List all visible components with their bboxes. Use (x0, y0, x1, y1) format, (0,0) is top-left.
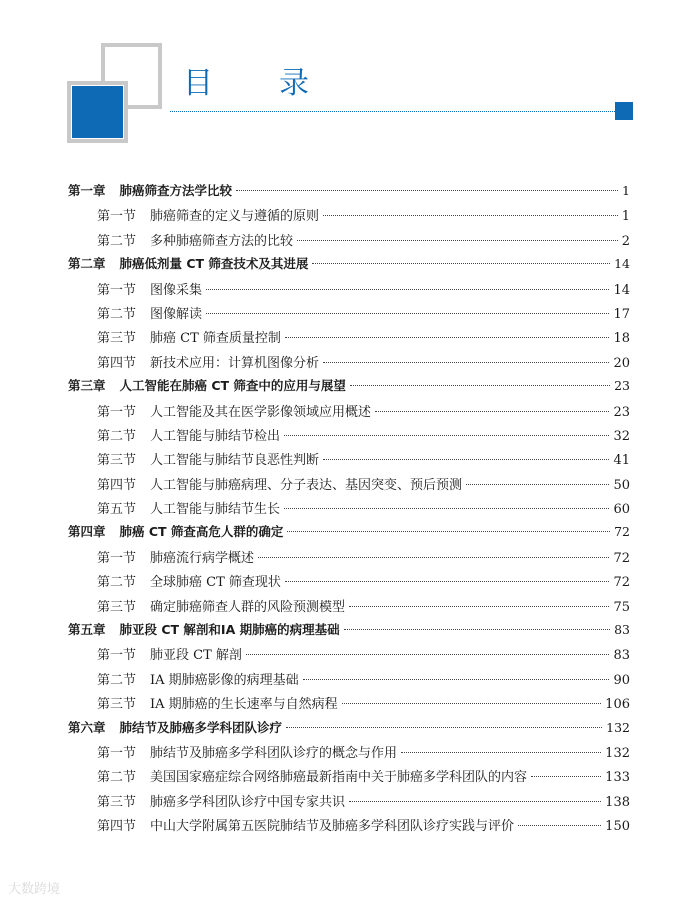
page-title: 目 录 (183, 66, 311, 101)
toc-entry-page-number: 138 (605, 794, 630, 810)
toc-entry-page-number: 20 (613, 355, 630, 371)
dot-leader (375, 411, 609, 412)
toc-entry-title: ⅠA 期肺癌的生长速率与自然病程 (150, 697, 338, 713)
title-rule-end-square (615, 102, 633, 120)
toc-section-entry[interactable] (68, 693, 630, 717)
dot-leader (323, 362, 609, 363)
dot-leader (284, 435, 609, 436)
toc-entry-number: 第一章 (68, 183, 106, 198)
toc-entry-title: 肺结节及肺癌多学科团队诊疗的概念与作用 (150, 745, 398, 761)
toc-entry-page-number: 1 (621, 209, 630, 225)
toc-chapter-entry[interactable] (68, 522, 630, 546)
decorative-blue-square (72, 86, 123, 138)
toc-entry-number: 第四节 (97, 355, 137, 371)
toc-entry-page-number: 72 (613, 575, 630, 591)
toc-entry-title: 人工智能与肺结节检出 (150, 428, 281, 444)
toc-entry-number: 第五章 (68, 622, 106, 638)
toc-entry-number: 第三章 (68, 378, 106, 394)
toc-entry-page-number: 72 (613, 550, 630, 566)
toc-entry-page-number: 1 (622, 183, 630, 198)
dot-leader (323, 215, 618, 216)
toc-section-entry[interactable] (68, 279, 630, 303)
toc-entry-title: 肺癌多学科团队诊疗中国专家共识 (150, 794, 346, 810)
dot-leader (258, 557, 609, 558)
toc-section-entry[interactable] (68, 425, 630, 449)
toc-entry-page-number: 50 (613, 477, 630, 493)
watermark: 大数跨境 (8, 882, 61, 897)
toc-entry-page-number: 60 (613, 502, 630, 518)
toc-entry-title: 美国国家癌症综合网络肺癌最新指南中关于肺癌多学科团队的内容 (150, 770, 528, 786)
toc-chapter-entry[interactable] (68, 718, 630, 742)
toc-entry-title: ⅠA 期肺癌影像的病理基础 (150, 672, 299, 688)
toc-entry-number: 第五节 (97, 502, 137, 518)
toc-section-entry[interactable] (68, 742, 630, 766)
toc-entry-number: 第二节 (97, 770, 137, 786)
toc-entry-number: 第三节 (97, 697, 137, 713)
toc-entry-page-number: 18 (613, 331, 630, 347)
toc-section-entry[interactable] (68, 401, 630, 425)
toc-entry-page-number: 23 (613, 404, 630, 420)
toc-entry-title: 人工智能与肺癌病理、分子表达、基因突变、预后预测 (150, 477, 463, 493)
toc-chapter-entry[interactable] (68, 620, 630, 644)
toc-entry-title: 肺亚段 CT 解剖和ⅠA 期肺癌的病理基础 (119, 622, 340, 638)
toc-entry-page-number: 75 (613, 599, 630, 615)
toc-entry-number: 第一节 (97, 745, 137, 761)
toc-section-entry[interactable] (68, 498, 630, 522)
dot-leader (312, 263, 610, 264)
toc-entry-page-number: 14 (613, 282, 630, 298)
toc-chapter-entry[interactable] (68, 181, 630, 205)
toc-entry-number: 第二节 (97, 428, 137, 444)
toc-section-entry[interactable] (68, 230, 630, 254)
toc-entry-number: 第二节 (97, 233, 137, 249)
toc-chapter-entry[interactable] (68, 254, 630, 278)
dot-leader (285, 581, 610, 582)
toc-entry-page-number: 41 (613, 453, 630, 469)
toc-entry-number: 第一节 (97, 404, 137, 420)
toc-entry-number: 第三节 (97, 794, 137, 810)
dot-leader (323, 459, 609, 460)
toc-entry-number: 第一节 (97, 648, 137, 664)
toc-entry-number: 第三节 (97, 331, 137, 347)
toc-entry-title: 肺癌流行病学概述 (150, 550, 255, 566)
toc-entry-title: 新技术应用：计算机图像分析 (150, 355, 320, 371)
toc-section-entry[interactable] (68, 303, 630, 327)
toc-entry-title: 人工智能与肺结节良恶性判断 (150, 453, 320, 469)
title-dotted-rule (170, 111, 615, 112)
toc-entry-page-number: 133 (605, 770, 630, 786)
dot-leader (206, 289, 609, 290)
toc-entry-title: 图像采集 (150, 282, 203, 298)
toc-entry-number: 第二章 (68, 256, 106, 272)
toc-entry-page-number: 17 (613, 306, 630, 322)
toc-entry-page-number: 132 (606, 719, 630, 735)
dot-leader (297, 240, 618, 241)
toc-entry-title: 人工智能及其在医学影像领域应用概述 (150, 404, 372, 420)
toc-section-entry[interactable] (68, 547, 630, 571)
toc-entry-page-number: 32 (613, 428, 630, 444)
dot-leader (350, 385, 610, 386)
toc-entry-number: 第二节 (97, 306, 137, 322)
dot-leader (236, 190, 618, 191)
toc-section-entry[interactable] (68, 766, 630, 790)
toc-entry-page-number: 132 (605, 745, 630, 761)
toc-entry-page-number: 83 (614, 622, 630, 638)
toc-entry-title: 人工智能在肺癌 CT 筛查中的应用与展望 (119, 378, 346, 394)
toc-entry-page-number: 2 (621, 233, 630, 249)
toc-section-entry[interactable] (68, 327, 630, 351)
toc-entry-title: 肺癌 CT 筛查质量控制 (150, 331, 281, 347)
toc-entry-title: 全球肺癌 CT 筛查现状 (150, 575, 281, 591)
toc-entry-title: 肺癌筛查的定义与遵循的原则 (150, 209, 320, 225)
toc-entry-page-number: 14 (614, 256, 630, 272)
toc-entry-number: 第二节 (97, 672, 137, 688)
toc-entry-title: 多种肺癌筛查方法的比较 (150, 233, 294, 249)
dot-leader (531, 776, 601, 777)
toc-entry-title: 肺亚段 CT 解剖 (150, 648, 242, 664)
toc-entry-title: 图像解读 (150, 306, 203, 322)
table-of-contents (68, 181, 630, 840)
toc-section-entry[interactable] (68, 352, 630, 376)
toc-entry-number: 第四节 (97, 819, 137, 835)
toc-entry-page-number: 23 (614, 378, 630, 394)
dot-leader (284, 508, 609, 509)
dot-leader (401, 752, 601, 753)
dot-leader (303, 679, 610, 680)
toc-entry-page-number: 150 (605, 819, 630, 835)
toc-entry-page-number: 106 (605, 697, 630, 713)
toc-entry-number: 第四章 (68, 524, 106, 540)
toc-entry-number: 第四节 (97, 477, 137, 493)
dot-leader (246, 654, 610, 655)
dot-leader (342, 703, 602, 704)
dot-leader (285, 337, 610, 338)
dot-leader (206, 313, 609, 314)
toc-entry-title: 肺癌低剂量 CT 筛查技术及其进展 (119, 256, 309, 272)
dot-leader (349, 801, 601, 802)
toc-entry-number: 第一节 (97, 550, 137, 566)
toc-entry-title: 肺癌 CT 筛查高危人群的确定 (119, 524, 284, 540)
toc-entry-number: 第二节 (97, 575, 137, 591)
toc-entry-title: 确定肺癌筛查人群的风险预测模型 (150, 599, 346, 615)
toc-entry-page-number: 83 (613, 648, 630, 664)
toc-entry-number: 第三节 (97, 453, 137, 469)
toc-section-entry[interactable] (68, 449, 630, 473)
toc-entry-title: 中山大学附属第五医院肺结节及肺癌多学科团队诊疗实践与评价 (150, 819, 515, 835)
toc-entry-title: 肺结节及肺癌多学科团队诊疗 (119, 719, 283, 735)
dot-leader (466, 484, 609, 485)
toc-chapter-entry[interactable] (68, 376, 630, 400)
toc-entry-number: 第六章 (68, 719, 106, 735)
toc-section-entry[interactable] (68, 669, 630, 693)
toc-entry-number: 第三节 (97, 599, 137, 615)
toc-section-entry[interactable] (68, 596, 630, 620)
toc-section-entry[interactable] (68, 474, 630, 498)
toc-section-entry[interactable] (68, 205, 630, 229)
dot-leader (344, 629, 610, 630)
toc-section-entry[interactable] (68, 644, 630, 668)
dot-leader (518, 825, 601, 826)
toc-entry-page-number: 72 (614, 524, 630, 540)
toc-entry-number: 第一节 (97, 282, 137, 298)
toc-section-entry[interactable] (68, 815, 630, 839)
toc-entry-page-number: 90 (613, 672, 630, 688)
toc-entry-title: 人工智能与肺结节生长 (150, 502, 281, 518)
dot-leader (286, 727, 602, 728)
toc-entry-title: 肺癌筛查方法学比较 (119, 183, 233, 198)
dot-leader (287, 531, 610, 532)
dot-leader (349, 606, 609, 607)
toc-section-entry[interactable] (68, 571, 630, 595)
toc-section-entry[interactable] (68, 791, 630, 815)
toc-entry-number: 第一节 (97, 209, 137, 225)
